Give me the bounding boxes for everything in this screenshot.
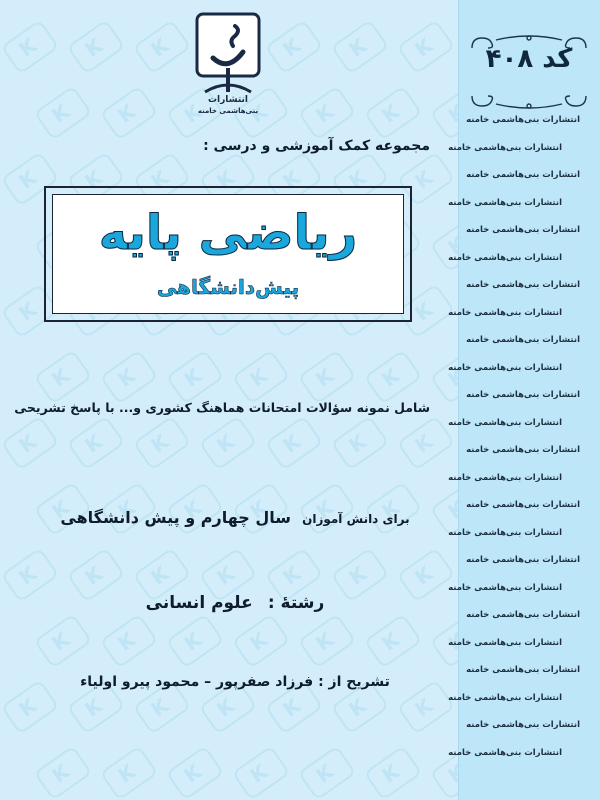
watermark-icon xyxy=(331,415,390,470)
publisher-logo xyxy=(187,10,269,116)
watermark-icon xyxy=(232,349,291,404)
watermark-icon xyxy=(67,19,126,74)
strip-item: انتشارات بنی‌هاشمی خامنه xyxy=(448,197,562,208)
strip-item: انتشارات بنی‌هاشمی خامنه xyxy=(448,747,562,758)
watermark-icon xyxy=(166,349,225,404)
watermark-icon xyxy=(364,85,423,140)
watermark-icon xyxy=(166,613,225,668)
strip-item: انتشارات بنی‌هاشمی خامنه xyxy=(466,555,580,565)
watermark-icon xyxy=(364,745,423,800)
strip-item: انتشارات بنی‌هاشمی خامنه xyxy=(448,417,562,428)
strip-item: انتشارات بنی‌هاشمی خامنه xyxy=(448,637,562,648)
strip-item: انتشارات بنی‌هاشمی خامنه xyxy=(448,307,562,318)
title-panel xyxy=(52,194,404,314)
watermark-icon xyxy=(397,19,456,74)
publisher-strip-list xyxy=(448,107,600,767)
watermark-icon xyxy=(100,613,159,668)
strip-item: انتشارات بنی‌هاشمی خامنه xyxy=(448,472,562,483)
book-title: ریاضی پایه xyxy=(98,205,358,261)
strip-item: انتشارات بنی‌هاشمی خامنه xyxy=(448,252,562,263)
strip-item: انتشارات بنی‌هاشمی خامنه xyxy=(466,720,580,730)
watermark-icon xyxy=(34,613,93,668)
watermark-icon xyxy=(364,613,423,668)
strip-item: انتشارات بنی‌هاشمی خامنه xyxy=(448,692,562,703)
publisher-name-line2: بنی‌هاشمی خامنه xyxy=(197,107,259,115)
strip-item: انتشارات بنی‌هاشمی خامنه xyxy=(466,280,580,290)
watermark-icon xyxy=(34,349,93,404)
watermark-icon xyxy=(232,613,291,668)
watermark-icon xyxy=(67,415,126,470)
book-description: شامل نمونه سؤالات امتحانات هماهنگ کشوری و... با پاسخ تشریحی xyxy=(14,400,430,415)
book-subtitle: پیش‌دانشگاهی xyxy=(156,275,300,299)
watermark-icon xyxy=(100,85,159,140)
strip-item: انتشارات بنی‌هاشمی خامنه xyxy=(466,335,580,345)
watermark-icon xyxy=(232,745,291,800)
watermark-icon xyxy=(430,85,458,140)
field-label: رشتهٔ : xyxy=(267,593,325,613)
authors-line: تشریح از : فرزاد صفرپور – محمود پیرو اولیاء xyxy=(80,674,390,690)
watermark-icon xyxy=(100,745,159,800)
strip-item: انتشارات بنی‌هاشمی خامنه xyxy=(466,170,580,180)
strip-item: انتشارات بنی‌هاشمی خامنه xyxy=(466,500,580,510)
title-frame xyxy=(44,186,412,322)
strip-item: انتشارات بنی‌هاشمی خامنه xyxy=(466,445,580,455)
publisher-logo-icon xyxy=(195,12,261,94)
watermark-icon xyxy=(298,745,357,800)
strip-item: انتشارات بنی‌هاشمی خامنه xyxy=(466,115,580,125)
audience-prefix: برای دانش آموزان xyxy=(302,512,410,526)
watermark-icon xyxy=(1,19,60,74)
watermark-icon xyxy=(34,745,93,800)
code-label: کد ۴۰۸ xyxy=(485,44,573,74)
strip-item: انتشارات بنی‌هاشمی خامنه xyxy=(466,610,580,620)
watermark-icon xyxy=(133,19,192,74)
strip-item: انتشارات بنی‌هاشمی خامنه xyxy=(448,142,562,153)
watermark-icon xyxy=(199,415,258,470)
watermark-icon xyxy=(298,85,357,140)
audience-grade: سال چهارم و پیش دانشگاهی xyxy=(60,508,291,527)
strip-item: انتشارات بنی‌هاشمی خامنه xyxy=(448,582,562,593)
strip-item: انتشارات بنی‌هاشمی خامنه xyxy=(466,390,580,400)
watermark-icon xyxy=(397,415,456,470)
strip-item: انتشارات بنی‌هاشمی خامنه xyxy=(466,225,580,235)
strip-item: انتشارات بنی‌هاشمی خامنه xyxy=(448,527,562,538)
audience-line xyxy=(40,508,430,527)
strip-item: انتشارات بنی‌هاشمی خامنه xyxy=(466,665,580,675)
watermark-icon xyxy=(265,415,324,470)
watermark-icon xyxy=(265,19,324,74)
watermark-icon xyxy=(331,19,390,74)
strip-item: انتشارات بنی‌هاشمی خامنه xyxy=(448,362,562,373)
watermark-icon xyxy=(166,745,225,800)
publisher-name-line1: انتشارات xyxy=(208,95,248,105)
code-badge xyxy=(468,34,590,110)
field-line xyxy=(40,593,430,613)
watermark-icon xyxy=(1,415,60,470)
watermark-icon xyxy=(298,349,357,404)
watermark-icon xyxy=(364,349,423,404)
field-value: علوم انسانی xyxy=(145,593,253,613)
series-label: مجموعه کمک آموزشی و درسی : xyxy=(203,138,430,154)
watermark-icon xyxy=(34,85,93,140)
watermark-icon xyxy=(100,349,159,404)
watermark-icon xyxy=(298,613,357,668)
watermark-icon xyxy=(133,415,192,470)
